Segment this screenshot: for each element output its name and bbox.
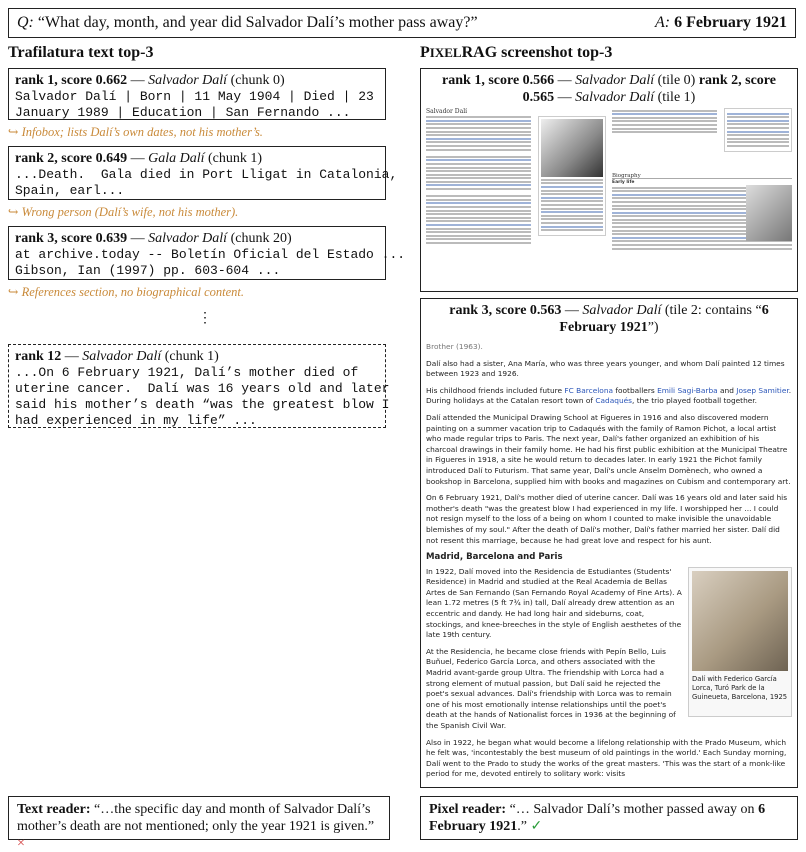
- pixel-result-header: rank 3, score 0.563 — Salvador Dalí (tile 2: contains “6 February 1921”): [449, 303, 769, 335]
- pixel-column-heading: PIXELRAG screenshot top-3: [420, 44, 613, 61]
- figure-caption: Dalí with Federico García Lorca, Turó Park de la Guineueta, Barcelona, 1925: [692, 674, 788, 701]
- check-icon: ✓: [530, 819, 543, 834]
- tile-heading-biography: Biography: [612, 174, 792, 179]
- q-label: Q:: [17, 14, 34, 31]
- result-note-3: ↪ References section, no biographical content.: [8, 285, 244, 299]
- wiki-paragraph: His childhood friends included future FC Barcelona footballers Emili Sagi-Barba and Josep Samitier. During holidays at the Catalan resort town of Cadaqués, the trio played football together.: [426, 385, 792, 406]
- pixel-reader-answer: 6 February 1921: [429, 802, 766, 834]
- pixel-reader-box: Pixel reader: “… Salvador Dalí’s mother passed away on 6 February 1921.” ✓: [420, 796, 798, 840]
- source-title: Salvador Dalí: [148, 231, 228, 246]
- a-text: 6 February 1921: [674, 14, 787, 31]
- cross-icon: ×: [17, 836, 25, 851]
- text-result-2: rank 2, score 0.649 — Gala Dalí (chunk 1) ...Death. Gala died in Port Lligat in Catalonia, Spain, earl...: [8, 146, 386, 200]
- infobox-continued: [724, 108, 792, 152]
- result-note-2: ↪ Wrong person (Dalí’s wife, not his mother).: [8, 205, 239, 219]
- source-title: Salvador Dalí: [148, 73, 228, 88]
- text-result-3: rank 3, score 0.639 — Salvador Dalí (chunk 20) at archive.today -- Boletín Oficial del Estado ... Gibson, Ian (1997) pp. 603-604 ...: [8, 226, 386, 280]
- chunk-id: (chunk 1): [164, 349, 219, 364]
- a-label: A:: [655, 14, 671, 31]
- text-reader-quote: “…the specific day and month of Salvador Dalí’s mother’s death are not mentioned; only the year 1921 is given.”: [17, 802, 375, 834]
- chunk-text: Salvador Dalí | Born | 11 May 1904 | Died | 23 January 1989 | Education | San Fernando ...: [15, 89, 374, 120]
- text-result-12: rank 12 — Salvador Dalí (chunk 1) ...On 6 February 1921, Dalí’s mother died of uterine cancer. Dalí was 16 years old and later said his mother’s death “was the greatest blow I had experienced in my life” ...: [8, 344, 386, 428]
- screenshot-tile-1: [612, 108, 792, 288]
- answer: [655, 14, 787, 32]
- rank-label: rank 1, score 0.662: [15, 73, 128, 88]
- pixel-result-header: rank 1, score 0.566 — Salvador Dalí (tile 0) rank 2, score 0.565 — Salvador Dalí (tile 1): [442, 73, 776, 105]
- wiki-paragraph: Brother (1963).: [426, 342, 483, 351]
- rank-label: rank 12: [15, 349, 62, 364]
- infobox-photo: [541, 119, 603, 177]
- wiki-paragraph: Also in 1922, he began what would become a lifelong relationship with the Prado Museum, which he felt was, 'incontestably the best museum of old paintings in the world.' Each Sunday morning, Dalí went to the Prado to study the works of the great masters. 'This was the start of a monk-like period for me, devoted entirely to solitary work: visits: [426, 737, 787, 779]
- screenshot-tile-2: [426, 342, 792, 782]
- rank-label: rank 2, score 0.649: [15, 151, 128, 166]
- wiki-figure: [688, 567, 792, 717]
- question-bar: [8, 8, 796, 38]
- chunk-text: at archive.today -- Boletín Oficial del Estado ... Gibson, Ian (1997) pp. 603-604 ...: [15, 247, 406, 278]
- pixel-reader-label: Pixel reader:: [429, 802, 507, 817]
- vertical-ellipsis: ⋮: [198, 311, 212, 326]
- chunk-text: ...Death. Gala died in Port Lligat in Catalonia, Spain, earl...: [15, 167, 398, 198]
- wiki-paragraph-mother-death: On 6 February 1921, Dalí's mother died of uterine cancer. Dalí was 16 years old and later said his mother's death "was the greatest blow I had experienced in my life. I worshipped her ... I could not resign myself to the loss of a being on whom I counted to make invisible the unavoidable blemishes of my soul." After the death of Dalí's mother, Dalí's father married her sister. Dalí did not resent this marriage, because he had great love and respect for his aunt.: [426, 493, 788, 545]
- text-reader-box: [8, 796, 390, 851]
- source-title: Gala Dalí: [148, 151, 205, 166]
- tile-photo: [746, 185, 792, 241]
- chunk-text: ...On 6 February 1921, Dalí’s mother died of uterine cancer. Dalí was 16 years old and later said his mother’s death “was the greatest blow I had experienced in my life” ...: [15, 365, 390, 428]
- text-result-1: rank 1, score 0.662 — Salvador Dalí (chunk 0) Salvador Dalí | Born | 11 May 1904 | Died | 23 January 1989 | Education | San Fernando ...: [8, 68, 386, 120]
- source-title: Salvador Dalí: [82, 349, 162, 364]
- chunk-id: (chunk 0): [230, 73, 285, 88]
- chunk-id: (chunk 20): [230, 231, 292, 246]
- q-text: “What day, month, and year did Salvador Dalí’s mother pass away?”: [37, 14, 478, 31]
- text-column-heading: Trafilatura text top-3: [8, 44, 154, 61]
- question: [17, 14, 478, 32]
- screenshot-tile-0: [426, 108, 606, 288]
- wiki-section-heading: Madrid, Barcelona and Paris: [426, 552, 563, 563]
- wiki-paragraph: In 1922, Dalí moved into the Residencia de Estudiantes (Students' Residence) in Madrid and studied at the Real Academia de Bellas Artes de San Fernando (San Fernando Royal Academy of Fine Arts). A lean 1.72 metres (5 ft 7¾ in) tall, Dalí already drew attention as an eccentric and dandy. He had long hair and sideburns, coat, stockings, and knee-breeches in the style of English aesthetes of the late 19th century.: [426, 566, 682, 640]
- text-reader-label: Text reader:: [17, 802, 91, 817]
- tile-title: Salvador Dalí: [426, 108, 468, 115]
- dali-lorca-photo: [692, 571, 788, 671]
- chunk-id: (chunk 1): [208, 151, 263, 166]
- rank-label: rank 3, score 0.639: [15, 231, 128, 246]
- wiki-paragraph: Dalí attended the Municipal Drawing School at Figueres in 1916 and also discovered modern painting on a summer vacation trip to Cadaqués with the family of Ramon Pichot, a local artist who made regular trips to Paris. The next year, Dalí's father organized an exhibition of his charcoal drawings in their family home. He had his first public exhibition at the Municipal Theatre in Figueres in 1918, a site he would return to decades later. In early 1921 the Pichot family introduced Dalí to Futurism. That same year, Dalí's uncle Anselm Domènech, who owned a bookshop in Barcelona, supplied him with books and magazines on Cubism and contemporary art.: [426, 412, 791, 486]
- result-note-1: ↪ Infobox; lists Dalí’s own dates, not his mother’s.: [8, 125, 263, 139]
- wiki-paragraph: At the Residencia, he became close friends with Pepín Bello, Luis Buñuel, Federico García Lorca, and others associated with the Madrid avant-garde group Ultra. The friendship with Lorca had a strong element of mutual passion, but Dalí said he rejected the poet's sexual advances. Dalí's friendship with Lorca was to remain one of his most emotionally intense relationships until the poet's death at the hands of Nationalist forces in 1936 at the beginning of the Spanish Civil War.: [426, 646, 676, 730]
- tile-heading-early-life: Early life: [612, 179, 635, 185]
- pixel-reader-quote: “… Salvador Dalí’s mother passed away on: [509, 802, 759, 817]
- wiki-paragraph: Dalí also had a sister, Ana María, who was three years younger, and whom Dalí painted 12 times between 1923 and 1926.: [426, 358, 785, 379]
- infobox: [538, 116, 606, 236]
